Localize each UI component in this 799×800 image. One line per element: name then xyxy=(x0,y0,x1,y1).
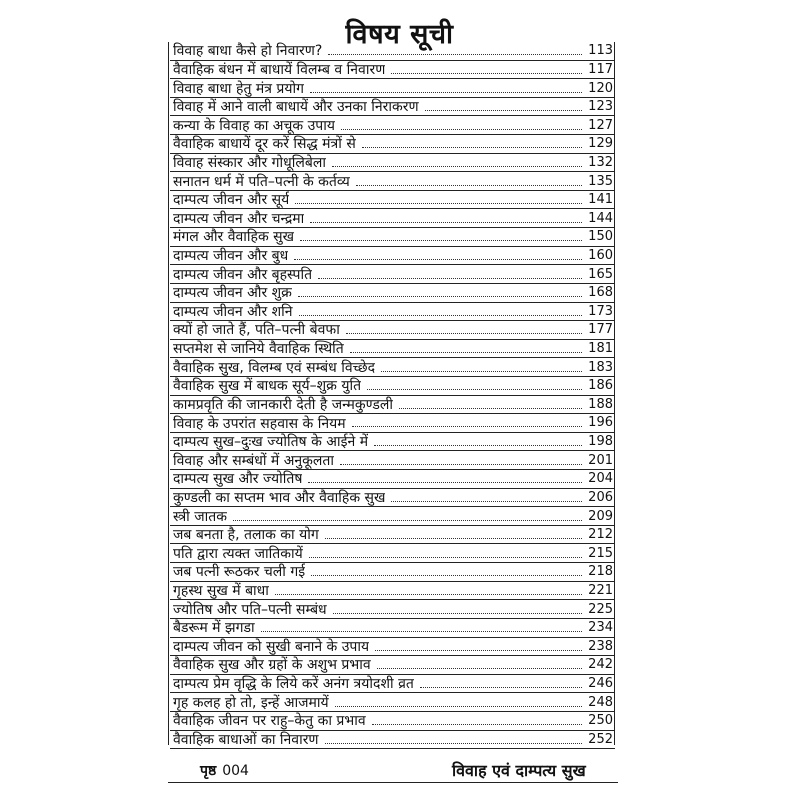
toc-entry xyxy=(170,675,615,694)
toc-entry-page: 168 xyxy=(588,285,613,301)
dot-leader xyxy=(328,54,582,55)
toc-entry-page: 201 xyxy=(588,452,613,468)
toc-entry xyxy=(170,135,615,154)
dot-leader xyxy=(350,352,582,353)
toc-entry-page: 160 xyxy=(588,248,613,263)
dot-leader xyxy=(275,594,582,595)
dot-leader xyxy=(310,222,582,223)
toc-entry-title: पति द्वारा त्यक्त जातिकायें xyxy=(173,545,303,562)
dot-leader xyxy=(372,724,583,725)
page-title: विषय सूची xyxy=(345,19,454,50)
footer-divider xyxy=(168,782,618,783)
toc-entry-title: दाम्पत्य जीवन और शुक्र xyxy=(173,285,292,302)
toc-entry-title: दाम्पत्य जीवन और बुध xyxy=(173,248,289,265)
toc-entry-page: 238 xyxy=(588,638,613,654)
toc-entry xyxy=(170,377,615,396)
toc-entry xyxy=(170,526,615,545)
toc-entry-page: 196 xyxy=(588,415,613,431)
toc-entry-page: 252 xyxy=(588,731,613,747)
toc-entry-title: वैवाहिक बंधन में बाधायें विलम्ब व निवारण xyxy=(173,61,386,78)
toc-entry-page: 181 xyxy=(588,341,613,357)
toc-entry-page: 246 xyxy=(588,676,613,692)
toc-entry xyxy=(170,358,615,377)
toc-entry xyxy=(170,638,615,657)
toc-entry xyxy=(170,414,615,433)
footer-page-label: पृष्ठ xyxy=(200,763,217,779)
toc-entry xyxy=(170,731,615,750)
dot-leader xyxy=(341,129,582,130)
dot-leader xyxy=(333,613,582,614)
toc-entry xyxy=(170,693,615,712)
toc-entry-page: 242 xyxy=(588,657,613,673)
toc-entry-page: 144 xyxy=(588,210,613,226)
toc-entry-title: वैवाहिक सुख में बाधक सूर्य–शुक्र युति xyxy=(173,378,362,395)
toc-entry xyxy=(170,340,615,359)
toc-entry-title: विवाह बाधा हेतु मंत्र प्रयोग xyxy=(173,80,305,97)
dot-leader xyxy=(325,538,582,539)
dot-leader xyxy=(356,185,582,186)
toc-entry-page: 183 xyxy=(588,359,613,375)
toc-entry-page: 188 xyxy=(588,396,613,412)
dot-leader xyxy=(391,501,582,502)
toc-entry-title: दाम्पत्य जीवन और चन्द्रमा xyxy=(173,210,305,227)
toc-entry xyxy=(170,321,615,340)
dot-leader xyxy=(309,557,582,558)
toc-entry xyxy=(170,228,615,247)
toc-entry-title: दाम्पत्य जीवन और सूर्य xyxy=(173,192,290,209)
toc-entry-page: 117 xyxy=(588,61,613,77)
toc-entry-title: जब पत्नी रूठकर चली गई xyxy=(173,564,306,581)
toc-entry-page: 225 xyxy=(588,601,613,617)
toc-entry-page: 215 xyxy=(588,545,613,561)
dot-leader xyxy=(332,166,582,167)
toc-entry-page: 120 xyxy=(588,80,613,96)
toc-entry xyxy=(170,656,615,675)
toc-entry-title: मंगल और वैवाहिक सुख xyxy=(173,229,295,246)
toc-entry-title: दाम्पत्य प्रेम वृद्धि के लिये करें अनंग त्रयोदशी व्रत xyxy=(173,676,414,693)
toc-entry-page: 248 xyxy=(588,694,613,710)
dot-leader xyxy=(346,333,582,334)
toc-entry-page: 218 xyxy=(588,564,613,580)
dot-leader xyxy=(381,371,582,372)
toc-entry-title: विवाह संस्कार और गोधूलिबेला xyxy=(173,154,327,171)
toc-entry xyxy=(170,489,615,508)
toc-entry-page: 234 xyxy=(588,620,613,636)
dot-leader xyxy=(294,259,582,260)
toc-entry-page: 165 xyxy=(588,266,613,282)
toc-entry-title: जब बनता है, तलाक का योग xyxy=(173,527,319,544)
toc-entry xyxy=(170,544,615,563)
dot-leader xyxy=(374,445,582,446)
toc-entry-title: विवाह और सम्बंधों में अनुकूलता xyxy=(173,452,335,469)
toc-entry xyxy=(170,116,615,135)
toc-entry xyxy=(170,247,615,266)
footer-book-title: विवाह एवं दाम्पत्य सुख xyxy=(452,761,586,780)
toc-entry-title: ज्योतिष और पति–पत्नी सम्बंध xyxy=(173,601,327,618)
toc-entry xyxy=(170,563,615,582)
toc-entry-title: सप्तमेश से जानिये वैवाहिक स्थिति xyxy=(173,341,344,358)
dot-leader xyxy=(310,92,582,93)
toc-entry xyxy=(170,61,615,80)
toc-entry-page: 206 xyxy=(588,489,613,505)
toc-entry-page: 209 xyxy=(588,508,613,524)
toc-entry-title: दाम्पत्य जीवन और शनि xyxy=(173,303,293,320)
toc-entry xyxy=(170,470,615,489)
toc-entry-page: 198 xyxy=(588,434,613,450)
toc-entry-title: कुण्डली का सप्तम भाव और वैवाहिक सुख xyxy=(173,489,386,506)
toc-entry-page: 135 xyxy=(588,173,613,189)
toc-entry-title: वैवाहिक बाधायें दूर करें सिद्ध मंत्रों से xyxy=(173,136,356,153)
toc-entry xyxy=(170,284,615,303)
dot-leader xyxy=(299,315,583,316)
toc-entry-title: स्त्री जातक xyxy=(173,508,227,525)
dot-leader xyxy=(311,575,582,576)
toc-entry xyxy=(170,42,615,61)
toc-entry-page: 113 xyxy=(588,43,613,59)
dot-leader xyxy=(318,278,582,279)
toc-entry-page: 127 xyxy=(588,117,613,133)
dot-leader xyxy=(261,631,583,632)
toc-entry-title: दाम्पत्य सुख–दुःख ज्योतिष के आईने में xyxy=(173,434,369,451)
dot-leader xyxy=(362,147,582,148)
toc-entry-page: 173 xyxy=(588,303,613,319)
dot-leader xyxy=(233,520,582,521)
footer-page-number: 004 xyxy=(222,763,249,779)
toc-list xyxy=(170,42,615,749)
toc-entry xyxy=(170,265,615,284)
dot-leader xyxy=(352,426,583,427)
dot-leader xyxy=(300,240,582,241)
toc-entry-title: दाम्पत्य सुख और ज्योतिष xyxy=(173,471,303,488)
dot-leader xyxy=(295,203,582,204)
footer-page-info xyxy=(200,761,249,780)
toc-entry xyxy=(170,191,615,210)
dot-leader xyxy=(375,650,582,651)
toc-entry xyxy=(170,582,615,601)
toc-entry xyxy=(170,172,615,191)
toc-entry-title: बैडरूम में झगडा xyxy=(173,620,255,637)
toc-entry-title: विवाह बाधा कैसे हो निवारण? xyxy=(173,43,323,60)
toc-entry-title: गृह कलह हो तो, इन्हें आजमायें xyxy=(173,694,329,711)
toc-entry-title: वैवाहिक जीवन पर राहु–केतु का प्रभाव xyxy=(173,713,366,730)
toc-entry-page: 212 xyxy=(588,527,613,543)
toc-entry-page: 123 xyxy=(588,99,613,115)
dot-leader xyxy=(399,408,582,409)
dot-leader xyxy=(420,687,582,688)
toc-entry xyxy=(170,396,615,415)
dot-leader xyxy=(425,110,583,111)
toc-entry-page: 204 xyxy=(588,471,613,487)
toc-entry xyxy=(170,79,615,98)
toc-entry xyxy=(170,154,615,173)
toc-entry-title: कन्या के विवाह का अचूक उपाय xyxy=(173,117,335,134)
dot-leader xyxy=(377,668,583,669)
toc-entry-page: 132 xyxy=(588,154,613,170)
dot-leader xyxy=(335,706,583,707)
toc-entry xyxy=(170,712,615,731)
toc-entry xyxy=(170,303,615,322)
toc-entry-page: 221 xyxy=(588,582,613,598)
toc-entry-title: वैवाहिक सुख, विलम्ब एवं सम्बंध विच्छेद xyxy=(173,359,376,376)
toc-entry-title: दाम्पत्य जीवन को सुखी बनाने के उपाय xyxy=(173,638,370,655)
toc-entry-page: 186 xyxy=(588,378,613,394)
toc-entry xyxy=(170,507,615,526)
dot-leader xyxy=(391,73,582,74)
toc-entry-page: 150 xyxy=(588,229,613,245)
toc-entry-page: 141 xyxy=(588,192,613,208)
toc-entry-title: विवाह में आने वाली बाधायें और उनका निराकरण xyxy=(173,99,419,116)
toc-entry-title: गृहस्थ सुख में बाधा xyxy=(173,582,269,599)
dot-leader xyxy=(298,296,582,297)
toc-entry-title: विवाह के उपरांत सहवास के नियम xyxy=(173,415,346,432)
toc-entry-title: दाम्पत्य जीवन और बृहस्पति xyxy=(173,266,313,283)
dot-leader xyxy=(340,464,582,465)
toc-entry-title: सनातन धर्म में पति–पत्नी के कर्तव्य xyxy=(173,173,350,190)
toc-entry-page: 129 xyxy=(588,136,613,152)
toc-entry xyxy=(170,600,615,619)
toc-entry xyxy=(170,209,615,228)
toc-entry xyxy=(170,98,615,117)
toc-entry xyxy=(170,619,615,638)
toc-entry-title: वैवाहिक सुख और ग्रहों के अशुभ प्रभाव xyxy=(173,657,371,674)
dot-leader xyxy=(308,482,582,483)
dot-leader xyxy=(367,389,582,390)
toc-entry-title: कामप्रवृति की जानकारी देती है जन्मकुण्डली xyxy=(173,396,393,413)
toc-entry-title: क्यों हो जाते हैं, पति–पत्नी बेवफा xyxy=(173,322,340,339)
toc-entry-page: 177 xyxy=(588,322,613,338)
toc-entry xyxy=(170,451,615,470)
toc-entry xyxy=(170,433,615,452)
toc-entry-page: 250 xyxy=(588,713,613,729)
toc-entry-title: वैवाहिक बाधाओं का निवारण xyxy=(173,731,319,748)
dot-leader xyxy=(325,743,583,744)
